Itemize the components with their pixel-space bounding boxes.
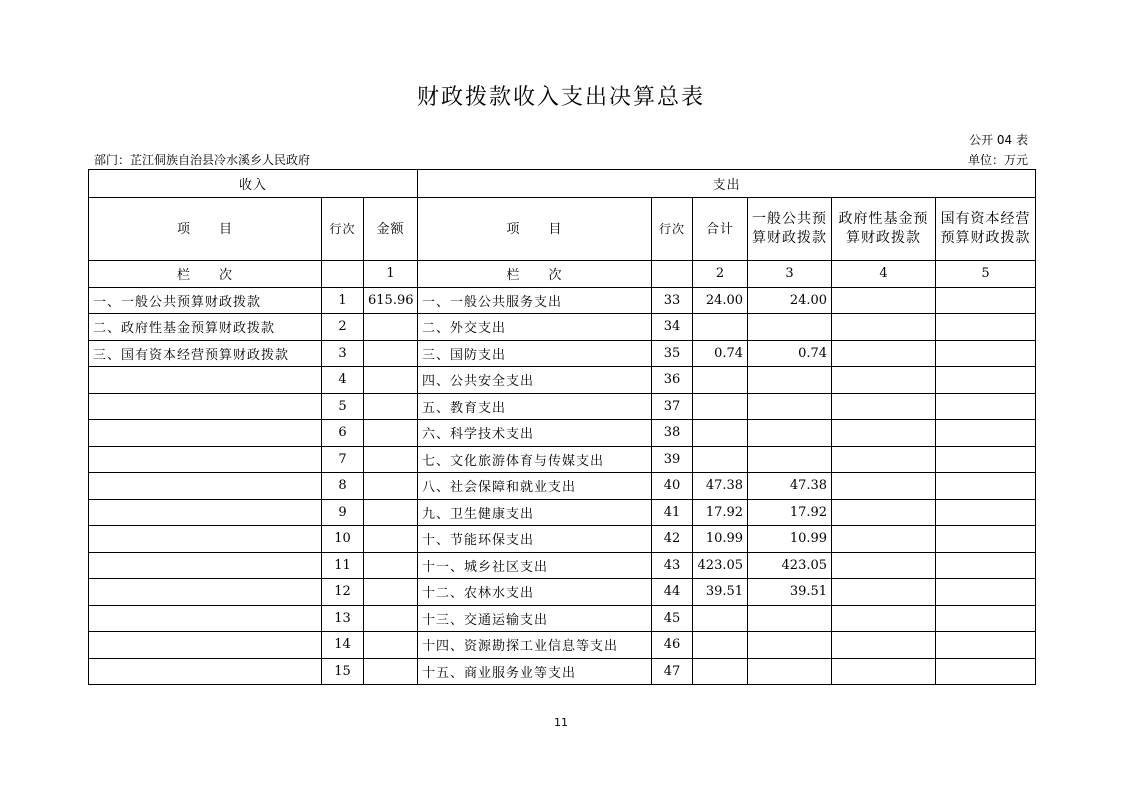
expense-line-no-cell: 43	[652, 552, 693, 579]
expense-line-no-cell: 33	[652, 287, 693, 314]
income-item-cell	[89, 526, 322, 553]
income-item-cell	[89, 632, 322, 659]
income-line-no-cell: 6	[322, 420, 364, 447]
expense-line-no-cell: 38	[652, 420, 693, 447]
gov-fund-amount-cell	[832, 579, 936, 606]
header-row-section	[89, 170, 1036, 198]
general-budget-amount-cell	[748, 367, 832, 394]
header-row-index	[89, 261, 1036, 288]
state-capital-amount-cell	[936, 499, 1036, 526]
gov-fund-amount-cell	[832, 658, 936, 685]
gov-fund-amount-cell	[832, 526, 936, 553]
income-amount-cell	[364, 446, 418, 473]
income-line-no-cell: 3	[322, 340, 364, 367]
empty-cell	[652, 261, 693, 288]
income-line-no-cell: 9	[322, 499, 364, 526]
general-budget-amount-cell: 10.99	[748, 526, 832, 553]
income-line-no-cell: 15	[322, 658, 364, 685]
income-amount-cell	[364, 314, 418, 341]
income-amount-cell	[364, 552, 418, 579]
general-budget-amount-cell: 47.38	[748, 473, 832, 500]
expense-item-cell: 十、节能环保支出	[418, 526, 652, 553]
expense-item-cell: 十五、商业服务业等支出	[418, 658, 652, 685]
expense-line-no-header: 行次	[652, 198, 693, 261]
income-item-cell: 三、国有资本经营预算财政拨款	[89, 340, 322, 367]
general-budget-amount-cell	[748, 314, 832, 341]
income-item-cell	[89, 393, 322, 420]
income-amount-cell	[364, 340, 418, 367]
total-amount-cell	[693, 632, 748, 659]
state-capital-amount-cell	[936, 367, 1036, 394]
table-row	[89, 314, 1036, 341]
general-budget-amount-cell: 17.92	[748, 499, 832, 526]
table-row	[89, 367, 1036, 394]
income-line-no-cell: 13	[322, 605, 364, 632]
total-amount-cell: 24.00	[693, 287, 748, 314]
col-index-2: 2	[693, 261, 748, 288]
empty-cell	[322, 261, 364, 288]
expense-item-cell: 六、科学技术支出	[418, 420, 652, 447]
general-budget-amount-cell	[748, 446, 832, 473]
state-capital-amount-cell	[936, 314, 1036, 341]
gov-fund-amount-cell	[832, 605, 936, 632]
expense-item-cell: 二、外交支出	[418, 314, 652, 341]
expense-line-no-cell: 39	[652, 446, 693, 473]
income-item-cell	[89, 499, 322, 526]
expense-item-cell: 五、教育支出	[418, 393, 652, 420]
gov-fund-amount-cell	[832, 499, 936, 526]
income-line-no-cell: 10	[322, 526, 364, 553]
expense-item-cell: 十二、农林水支出	[418, 579, 652, 606]
income-line-no-header: 行次	[322, 198, 364, 261]
expense-item-cell: 八、社会保障和就业支出	[418, 473, 652, 500]
expense-item-cell: 一、一般公共服务支出	[418, 287, 652, 314]
income-line-no-cell: 7	[322, 446, 364, 473]
state-capital-amount-cell	[936, 420, 1036, 447]
total-amount-cell: 17.92	[693, 499, 748, 526]
expense-line-no-cell: 45	[652, 605, 693, 632]
table-row	[89, 420, 1036, 447]
income-item-cell	[89, 446, 322, 473]
total-amount-cell	[693, 314, 748, 341]
state-capital-header: 国有资本经营预算财政拨款	[936, 198, 1036, 261]
general-budget-amount-cell	[748, 605, 832, 632]
col-index-5: 5	[936, 261, 1036, 288]
general-budget-header: 一般公共预算财政拨款	[748, 198, 832, 261]
col-index-4: 4	[832, 261, 936, 288]
expense-item-cell: 三、国防支出	[418, 340, 652, 367]
income-item-cell	[89, 605, 322, 632]
income-item-cell	[89, 367, 322, 394]
header-row-columns	[89, 198, 1036, 261]
income-line-no-cell: 11	[322, 552, 364, 579]
total-amount-cell: 10.99	[693, 526, 748, 553]
expense-line-no-cell: 44	[652, 579, 693, 606]
expense-line-no-cell: 42	[652, 526, 693, 553]
general-budget-amount-cell: 0.74	[748, 340, 832, 367]
state-capital-amount-cell	[936, 552, 1036, 579]
general-budget-amount-cell	[748, 420, 832, 447]
income-amount-cell	[364, 579, 418, 606]
general-budget-amount-cell: 24.00	[748, 287, 832, 314]
table-row	[89, 499, 1036, 526]
table-row	[89, 446, 1036, 473]
expense-line-no-cell: 40	[652, 473, 693, 500]
gov-fund-amount-cell	[832, 552, 936, 579]
income-item-cell	[89, 420, 322, 447]
expense-item-cell: 七、文化旅游体育与传媒支出	[418, 446, 652, 473]
income-item-cell	[89, 552, 322, 579]
gov-fund-amount-cell	[832, 314, 936, 341]
income-line-no-cell: 5	[322, 393, 364, 420]
table-row	[89, 287, 1036, 314]
income-amount-cell	[364, 605, 418, 632]
income-amount-cell	[364, 420, 418, 447]
income-line-no-cell: 12	[322, 579, 364, 606]
expense-line-no-cell: 41	[652, 499, 693, 526]
expense-header: 支出	[418, 170, 1036, 198]
expense-item-cell: 四、公共安全支出	[418, 367, 652, 394]
total-header: 合计	[693, 198, 748, 261]
income-amount-cell	[364, 393, 418, 420]
state-capital-amount-cell	[936, 446, 1036, 473]
state-capital-amount-cell	[936, 393, 1036, 420]
total-amount-cell	[693, 605, 748, 632]
state-capital-amount-cell	[936, 287, 1036, 314]
table-row	[89, 632, 1036, 659]
income-line-no-cell: 2	[322, 314, 364, 341]
table-row	[89, 526, 1036, 553]
col-index-3: 3	[748, 261, 832, 288]
expense-column-label: 栏 次	[418, 261, 652, 288]
page-title: 财政拨款收入支出决算总表	[416, 85, 705, 110]
expense-line-no-cell: 34	[652, 314, 693, 341]
total-amount-cell: 0.74	[693, 340, 748, 367]
expense-item-header: 项 目	[418, 198, 652, 261]
budget-table	[88, 169, 1036, 685]
general-budget-amount-cell	[748, 632, 832, 659]
expense-item-cell: 十三、交通运输支出	[418, 605, 652, 632]
income-item-cell	[89, 473, 322, 500]
gov-fund-amount-cell	[832, 632, 936, 659]
total-amount-cell	[693, 446, 748, 473]
income-header: 收入	[89, 170, 418, 198]
table-row	[89, 473, 1036, 500]
income-item-cell: 二、政府性基金预算财政拨款	[89, 314, 322, 341]
total-amount-cell	[693, 393, 748, 420]
expense-line-no-cell: 36	[652, 367, 693, 394]
expense-item-cell: 十一、城乡社区支出	[418, 552, 652, 579]
unit-label: 单位：万元	[967, 153, 1028, 167]
total-amount-cell: 39.51	[693, 579, 748, 606]
state-capital-amount-cell	[936, 526, 1036, 553]
table-row	[89, 552, 1036, 579]
income-item-header: 项 目	[89, 198, 322, 261]
col-index-1: 1	[364, 261, 418, 288]
state-capital-amount-cell	[936, 473, 1036, 500]
income-amount-cell	[364, 658, 418, 685]
income-line-no-cell: 14	[322, 632, 364, 659]
income-column-label: 栏 次	[89, 261, 322, 288]
table-row	[89, 605, 1036, 632]
income-amount-cell	[364, 526, 418, 553]
state-capital-amount-cell	[936, 579, 1036, 606]
state-capital-amount-cell	[936, 340, 1036, 367]
state-capital-amount-cell	[936, 658, 1036, 685]
gov-fund-amount-cell	[832, 473, 936, 500]
income-amount-cell	[364, 632, 418, 659]
gov-fund-amount-cell	[832, 446, 936, 473]
department-label: 部门：芷江侗族自治县冷水溪乡人民政府	[94, 153, 311, 167]
table-row	[89, 340, 1036, 367]
expense-item-cell: 九、卫生健康支出	[418, 499, 652, 526]
income-line-no-cell: 8	[322, 473, 364, 500]
expense-line-no-cell: 47	[652, 658, 693, 685]
gov-fund-amount-cell	[832, 340, 936, 367]
total-amount-cell	[693, 367, 748, 394]
income-amount-cell	[364, 473, 418, 500]
general-budget-amount-cell: 39.51	[748, 579, 832, 606]
income-item-cell	[89, 579, 322, 606]
expense-line-no-cell: 37	[652, 393, 693, 420]
gov-fund-amount-cell	[832, 393, 936, 420]
income-line-no-cell: 4	[322, 367, 364, 394]
income-amount-cell	[364, 367, 418, 394]
form-number: 公开 04 表	[969, 133, 1028, 147]
total-amount-cell	[693, 658, 748, 685]
gov-fund-amount-cell	[832, 287, 936, 314]
income-line-no-cell: 1	[322, 287, 364, 314]
general-budget-amount-cell	[748, 658, 832, 685]
general-budget-amount-cell: 423.05	[748, 552, 832, 579]
total-amount-cell: 423.05	[693, 552, 748, 579]
gov-fund-amount-cell	[832, 420, 936, 447]
income-item-cell	[89, 658, 322, 685]
gov-fund-header: 政府性基金预算财政拨款	[832, 198, 936, 261]
total-amount-cell	[693, 420, 748, 447]
expense-line-no-cell: 46	[652, 632, 693, 659]
income-amount-cell	[364, 499, 418, 526]
page-number: 11	[554, 716, 568, 729]
table-row	[89, 393, 1036, 420]
income-amount-header: 金额	[364, 198, 418, 261]
gov-fund-amount-cell	[832, 367, 936, 394]
expense-item-cell: 十四、资源勘探工业信息等支出	[418, 632, 652, 659]
general-budget-amount-cell	[748, 393, 832, 420]
income-item-cell: 一、一般公共预算财政拨款	[89, 287, 322, 314]
expense-line-no-cell: 35	[652, 340, 693, 367]
state-capital-amount-cell	[936, 605, 1036, 632]
table-row	[89, 658, 1036, 685]
state-capital-amount-cell	[936, 632, 1036, 659]
total-amount-cell: 47.38	[693, 473, 748, 500]
income-amount-cell: 615.96	[364, 287, 418, 314]
table-row	[89, 579, 1036, 606]
